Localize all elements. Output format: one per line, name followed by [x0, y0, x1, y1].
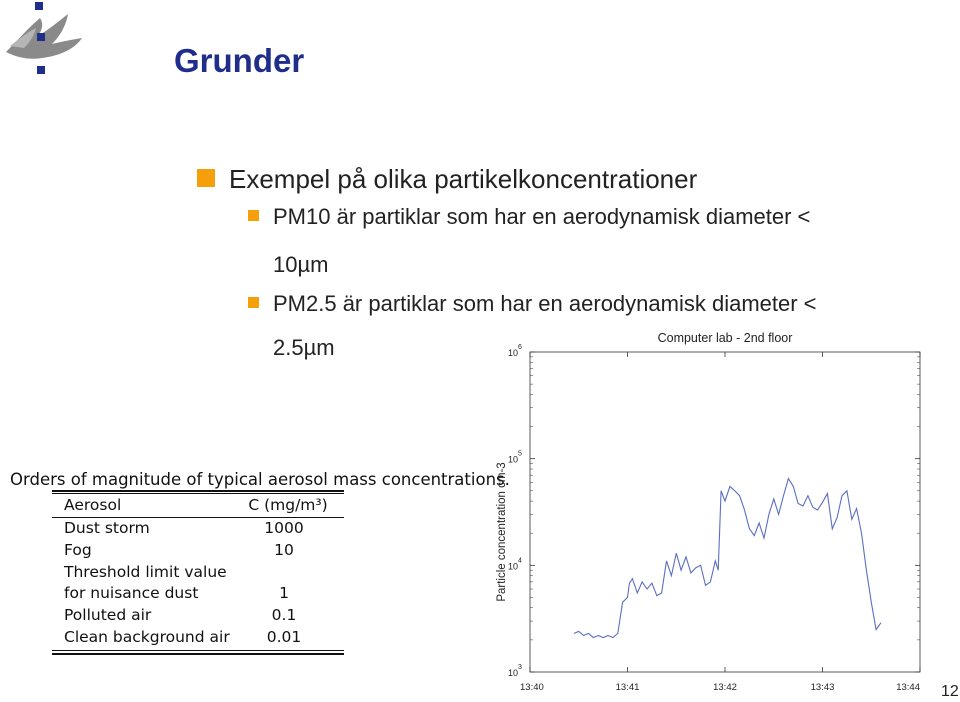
row-value: 1 [279, 584, 289, 602]
slide-title: Grunder [174, 42, 305, 79]
y-tick-exponent: 3 [518, 664, 522, 671]
row-value: 0.1 [271, 606, 297, 624]
page-number: 12 [941, 683, 959, 700]
particle-concentration-chart [486, 324, 946, 694]
y-tick-exponent: 5 [518, 450, 522, 458]
table-row [64, 606, 344, 628]
plot-frame [530, 352, 920, 672]
y-tick-label: 10 [508, 561, 519, 572]
table-rule-bottom [52, 650, 344, 651]
bullet-square-icon [248, 297, 259, 308]
concentration-series-line [574, 479, 881, 638]
x-tick-label: 13:44 [896, 682, 920, 693]
y-tick-label: 10 [508, 668, 519, 678]
table-rule-bottom2 [52, 653, 344, 655]
table-row [64, 541, 344, 563]
main-bullet-text: Exempel på olika partikelkoncentrationer [229, 164, 698, 194]
table-rule-top2 [52, 493, 344, 494]
row-name: Threshold limit value [64, 563, 227, 581]
row-name: Dust storm [64, 519, 150, 537]
header-aerosol: Aerosol [64, 496, 122, 514]
bullet-square-icon [248, 210, 259, 221]
x-tick-label: 13:41 [615, 682, 640, 693]
main-bullet [197, 164, 697, 195]
x-tick-label: 13:40 [520, 682, 544, 693]
table-rule-header [52, 517, 344, 518]
bullet-square-icon [197, 169, 215, 187]
table-rule-top [52, 490, 344, 492]
chart-title: Computer lab - 2nd floor [657, 331, 793, 345]
y-tick-label: 10 [508, 454, 519, 465]
row-value: 0.01 [266, 628, 302, 646]
sub-bullet-pm25-cont: 2.5µm [273, 335, 335, 360]
sub-bullet-pm10 [248, 199, 810, 235]
sub-bullet-pm10-cont: 10µm [273, 252, 329, 277]
row-name: Fog [64, 541, 92, 559]
y-tick-exponent: 4 [518, 557, 522, 565]
sub-bullet-pm10-text: PM10 är partiklar som har en aerodynamisk diameter < [273, 204, 811, 229]
sub-bullet-pm25-text: PM2.5 är partiklar som har en aerodynamisk diameter < [273, 291, 817, 316]
y-tick-label: 10 [508, 348, 519, 358]
y-axis-label: Particle concentration cm-3 [496, 462, 508, 602]
row-value: 10 [274, 541, 294, 559]
row-value: 1000 [264, 519, 304, 537]
university-logo [0, 0, 90, 82]
row-name: Clean background air [64, 628, 230, 646]
table-header-row [64, 496, 344, 518]
sub-bullet-pm25 [248, 286, 817, 322]
table-row [64, 519, 344, 541]
x-tick-label: 13:42 [713, 682, 737, 693]
table-row [64, 628, 344, 650]
table-row [64, 563, 344, 585]
table-caption: Orders of magnitude of typical aerosol mass concentrations. [10, 470, 510, 489]
y-tick-exponent: 6 [518, 344, 522, 351]
table-row [64, 584, 344, 606]
row-name: for nuisance dust [64, 584, 199, 602]
row-name: Polluted air [64, 606, 152, 624]
header-concentration: C (mg/m³) [248, 496, 328, 514]
x-tick-label: 13:43 [810, 682, 835, 693]
